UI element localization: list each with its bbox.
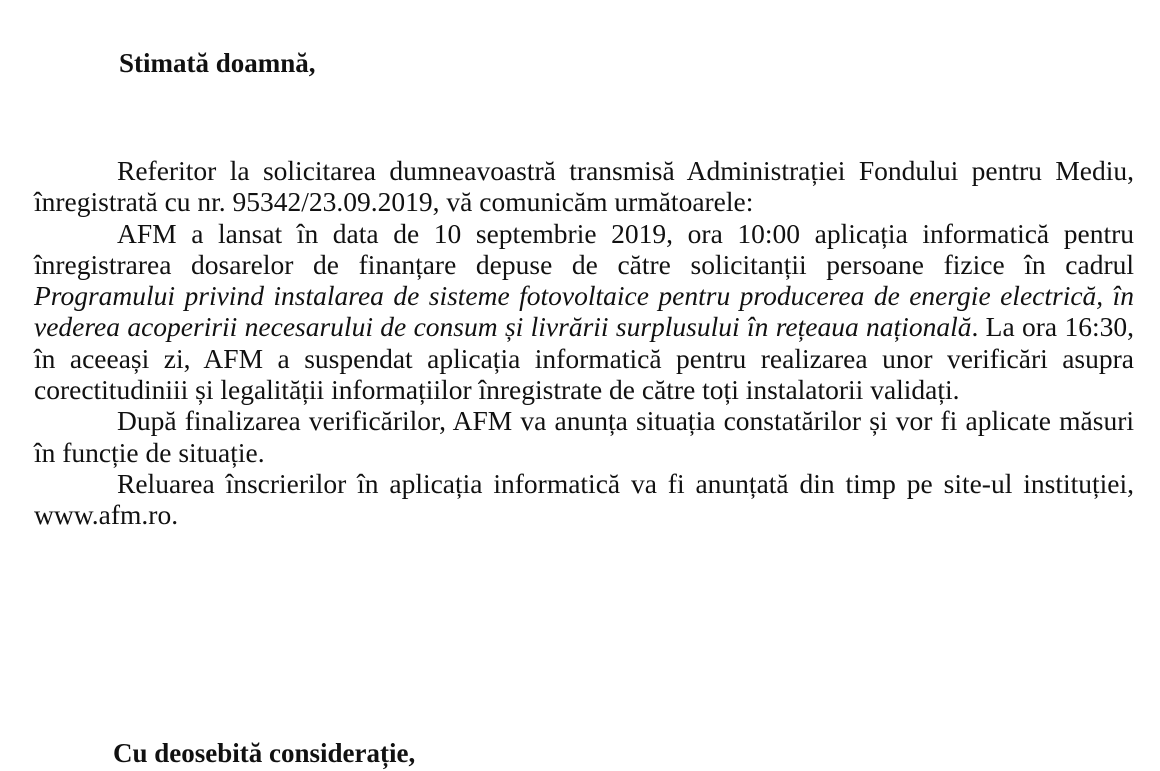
suspension-text: . La ora 16:30, în aceeași zi, AFM a suspendat aplicația informatică pentru realizarea unor verificări asupra corectitudiniii și legalității informațiilor înregistrate de către toți instalatorii validați.	[34, 311, 1134, 406]
closing-formula: Cu deosebită considerație,	[113, 738, 416, 768]
letter-body	[34, 155, 1134, 531]
program-name: Programului privind instalarea de sisteme fotovoltaice pentru producerea de energie electrică, în vederea acoperirii necesarului de consum și livrării surplusului în rețeaua națională	[34, 280, 1134, 343]
paragraph-resumption-notice: Reluarea înscrierilor în aplicația informatică va fi anunțată din timp pe site-ul instituției, www.afm.ro.	[34, 467, 1134, 531]
salutation: Stimată doamnă,	[119, 48, 316, 78]
launch-text: AFM a lansat în data de 10 septembrie 2019, ora 10:00 aplicația informatică pentru înregistrarea dosarelor de finanțare depuse de către solicitanții persoane fizice în cadrul	[34, 217, 1134, 280]
paragraph-application-launch	[34, 218, 1134, 406]
paragraph-request-reference: Referitor la solicitarea dumneavoastră transmisă Administrației Fondului pentru Mediu, înregistrată cu nr. 95342/23.09.2019, vă comunicăm următoarele:	[34, 155, 1134, 218]
paragraph-verification-outcome: După finalizarea verificărilor, AFM va anunța situația constatărilor și vor fi aplicate măsuri în funcție de situație.	[34, 405, 1134, 468]
